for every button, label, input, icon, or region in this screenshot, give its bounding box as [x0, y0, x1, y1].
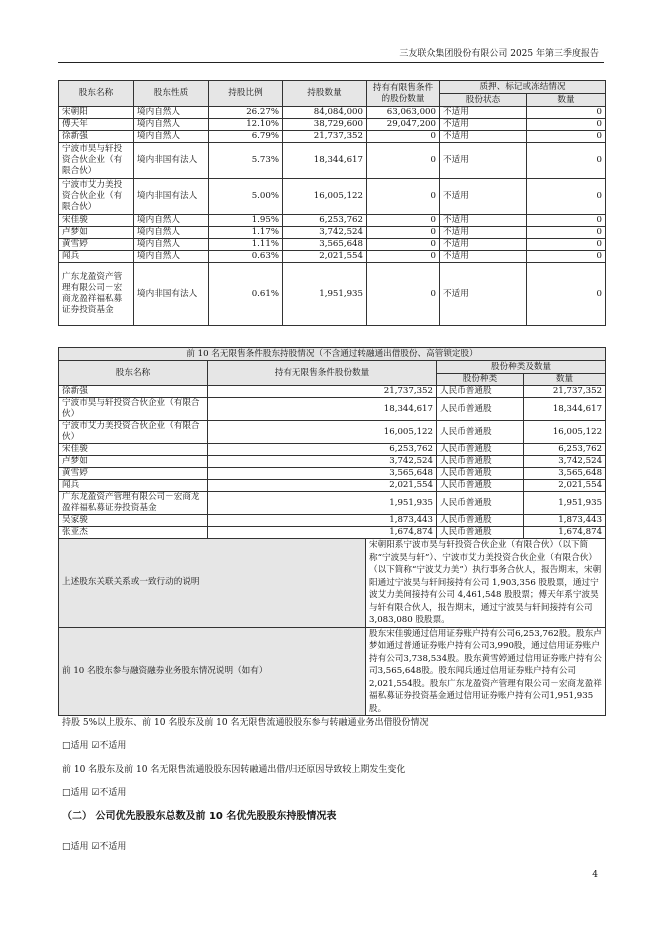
cell-name: 徐新强 [59, 131, 134, 143]
cell-name: 吴家骏 [59, 515, 208, 527]
cell-type: 人民币普通股 [437, 444, 524, 456]
cell-nature: 境内自然人 [134, 239, 209, 251]
cell-qty: 1,674,874 [208, 527, 437, 539]
cell-name: 广东龙盈资产管理有限公司－宏商龙盈祥福私募证券投资基金 [59, 492, 208, 515]
cell-ratio: 1.11% [209, 239, 283, 251]
cell-qty: 1,951,935 [283, 263, 367, 326]
cell-name: 宁波市艾力美投资合伙企业（有限合伙） [59, 179, 134, 215]
cell-tqty: 21,737,352 [524, 386, 606, 398]
cell-state: 不适用 [440, 107, 527, 119]
header2-kind: 股份种类及数量 [437, 361, 606, 374]
cell-nature: 境内非国有法人 [134, 263, 209, 326]
cell-name: 宋佳骏 [59, 215, 134, 227]
cell-name: 宁波市艾力美投资合伙企业（有限合伙） [59, 421, 208, 444]
table-row [59, 215, 606, 227]
cell-pqty: 0 [527, 239, 606, 251]
cell-restricted: 29,047,200 [367, 119, 440, 131]
margin-text: 股东宋佳骏通过信用证券账户持有公司6,253,762股。股东卢梦如通过普通证券账户持有公司3,990股，通过信用证券账户持有公司3,738,534股。股东黄雪婷通过信用证券账户持有公司3,565,648股。股东闻兵通过信用证券账户持有公司2,021,554股。股东广东龙盈资产管理有限公司－宏商龙盈祥福私募证券投资基金通过信用证券账户持有公司1,951,935股。 [366, 627, 606, 716]
cell-state: 不适用 [440, 143, 527, 179]
cell-nature: 境内非国有法人 [134, 179, 209, 215]
cell-state: 不适用 [440, 227, 527, 239]
cell-ratio: 0.61% [209, 263, 283, 326]
header2-qty: 持有无限售条件股份数量 [208, 361, 437, 386]
cell-restricted: 0 [367, 227, 440, 239]
unrestricted-title: 前 10 名无限售条件股东持股情况（不含通过转融通出借股份、高管锁定股） [59, 348, 606, 361]
cell-nature: 境内自然人 [134, 107, 209, 119]
relation-text: 宋朝阳系宁波市昊与轩投资合伙企业（有限合伙）（以下简称“宁波昊与轩”）、宁波市艾力美投资合伙企业（有限合伙）（以下简称“宁波艾力美”）执行事务合伙人，报告期末，宋朝阳通过宁波昊与轩间接持有公司 1,903,356 股股票，通过宁波艾力美间接持有公司 4,461,548 股股票；傅天年系宁波昊与轩有限合伙人，报告期末，通过宁波昊与轩间接持有公司 3,083,080 股股票。 [366, 539, 606, 628]
cell-qty: 3,742,524 [283, 227, 367, 239]
table-row [59, 131, 606, 143]
note-change: 前 10 名股东及前 10 名无限售流通股股东因转融通出借/归还原因导致较上期发生变化 [62, 765, 406, 775]
cell-restricted: 0 [367, 215, 440, 227]
cell-state: 不适用 [440, 131, 527, 143]
cell-tqty: 1,674,874 [524, 527, 606, 539]
cell-ratio: 5.00% [209, 179, 283, 215]
cell-type: 人民币普通股 [437, 398, 524, 421]
cell-state: 不适用 [440, 119, 527, 131]
cell-pqty: 0 [527, 107, 606, 119]
cell-qty: 3,565,648 [208, 468, 437, 480]
cell-state: 不适用 [440, 251, 527, 263]
cell-state: 不适用 [440, 179, 527, 215]
cell-qty: 16,005,122 [283, 179, 367, 215]
cell-pqty: 0 [527, 131, 606, 143]
cell-type: 人民币普通股 [437, 456, 524, 468]
cell-name: 宋朝阳 [59, 107, 134, 119]
cell-ratio: 26.27% [209, 107, 283, 119]
header-pledge-qty: 数量 [527, 94, 606, 107]
page-number: 4 [592, 869, 598, 880]
table-row [59, 515, 606, 527]
margin-label: 前 10 名股东参与融资融券业务股东情况说明（如有） [59, 627, 366, 716]
cell-pqty: 0 [527, 227, 606, 239]
cell-name: 宁波市昊与轩投资合伙企业（有限合伙） [59, 398, 208, 421]
cell-nature: 境内自然人 [134, 131, 209, 143]
cell-nature: 境内自然人 [134, 215, 209, 227]
cell-tqty: 1,951,935 [524, 492, 606, 515]
cell-type: 人民币普通股 [437, 492, 524, 515]
cell-nature: 境内自然人 [134, 119, 209, 131]
cell-pqty: 0 [527, 263, 606, 326]
cell-name: 闻兵 [59, 480, 208, 492]
header-ratio: 持股比例 [209, 81, 283, 107]
table-row [59, 227, 606, 239]
cell-qty: 84,084,000 [283, 107, 367, 119]
top10-unrestricted-table [58, 347, 606, 716]
cell-restricted: 0 [367, 143, 440, 179]
cell-qty: 18,344,617 [283, 143, 367, 179]
table-row [59, 527, 606, 539]
cell-state: 不适用 [440, 263, 527, 326]
cell-pqty: 0 [527, 251, 606, 263]
cell-name: 卢梦如 [59, 227, 134, 239]
cell-qty: 16,005,122 [208, 421, 437, 444]
cell-pqty: 0 [527, 143, 606, 179]
cell-qty: 38,729,600 [283, 119, 367, 131]
cell-qty: 21,737,352 [208, 386, 437, 398]
table-row [59, 421, 606, 444]
cell-ratio: 1.17% [209, 227, 283, 239]
table-row [59, 263, 606, 326]
header-name: 股东名称 [59, 81, 134, 107]
table-row [59, 492, 606, 515]
table-row [59, 251, 606, 263]
header-nature: 股东性质 [134, 81, 209, 107]
cell-qty: 2,021,554 [208, 480, 437, 492]
cell-ratio: 5.73% [209, 143, 283, 179]
table-row [59, 468, 606, 480]
cell-type: 人民币普通股 [437, 386, 524, 398]
cell-ratio: 12.10% [209, 119, 283, 131]
header-qty: 持股数量 [283, 81, 367, 107]
cell-nature: 境内非国有法人 [134, 143, 209, 179]
cell-type: 人民币普通股 [437, 468, 524, 480]
cell-tqty: 3,742,524 [524, 456, 606, 468]
cell-name: 张亚杰 [59, 527, 208, 539]
cell-restricted: 0 [367, 131, 440, 143]
table-row [59, 179, 606, 215]
cell-name: 傅天年 [59, 119, 134, 131]
cell-tqty: 16,005,122 [524, 421, 606, 444]
table-row [59, 386, 606, 398]
cell-name: 黄雪婷 [59, 468, 208, 480]
cell-name: 闻兵 [59, 251, 134, 263]
cell-ratio: 6.79% [209, 131, 283, 143]
table-row [59, 480, 606, 492]
cell-name: 徐新强 [59, 386, 208, 398]
cell-state: 不适用 [440, 239, 527, 251]
table-row [59, 239, 606, 251]
cell-qty: 3,742,524 [208, 456, 437, 468]
cell-type: 人民币普通股 [437, 527, 524, 539]
cell-qty: 1,873,443 [208, 515, 437, 527]
note-lending-option: □适用 ☑不适用 [62, 741, 127, 751]
cell-restricted: 0 [367, 263, 440, 326]
table-row [59, 456, 606, 468]
cell-qty: 6,253,762 [283, 215, 367, 227]
cell-qty: 6,253,762 [208, 444, 437, 456]
cell-name: 卢梦如 [59, 456, 208, 468]
header2-kind-qty: 数量 [524, 374, 606, 386]
cell-type: 人民币普通股 [437, 421, 524, 444]
cell-qty: 21,737,352 [283, 131, 367, 143]
table-row [59, 444, 606, 456]
cell-name: 广东龙盈资产管理有限公司－宏商龙盈祥福私募证券投资基金 [59, 263, 134, 326]
cell-name: 黄雪婷 [59, 239, 134, 251]
cell-tqty: 2,021,554 [524, 480, 606, 492]
cell-state: 不适用 [440, 215, 527, 227]
cell-tqty: 6,253,762 [524, 444, 606, 456]
table-row [59, 143, 606, 179]
cell-type: 人民币普通股 [437, 480, 524, 492]
cell-nature: 境内自然人 [134, 251, 209, 263]
cell-ratio: 0.63% [209, 251, 283, 263]
cell-pqty: 0 [527, 215, 606, 227]
cell-pqty: 0 [527, 179, 606, 215]
header-pledge-state: 股份状态 [440, 94, 527, 107]
cell-restricted: 0 [367, 179, 440, 215]
cell-tqty: 3,565,648 [524, 468, 606, 480]
header-rule [58, 62, 604, 63]
cell-type: 人民币普通股 [437, 515, 524, 527]
cell-qty: 3,565,648 [283, 239, 367, 251]
cell-restricted: 0 [367, 251, 440, 263]
header-restricted: 持有有限售条件的股份数量 [367, 81, 440, 107]
cell-pqty: 0 [527, 119, 606, 131]
cell-tqty: 1,873,443 [524, 515, 606, 527]
relation-label: 上述股东关联关系或一致行动的说明 [59, 539, 366, 628]
cell-qty: 2,021,554 [283, 251, 367, 263]
cell-restricted: 63,063,000 [367, 107, 440, 119]
table-row [59, 107, 606, 119]
cell-qty: 18,344,617 [208, 398, 437, 421]
cell-qty: 1,951,935 [208, 492, 437, 515]
header2-kind-type: 股份种类 [437, 374, 524, 386]
top10-shareholders-table [58, 80, 606, 326]
cell-tqty: 18,344,617 [524, 398, 606, 421]
header2-name: 股东名称 [59, 361, 208, 386]
section-title: （二） 公司优先股股东总数及前 10 名优先股股东持股情况表 [62, 811, 337, 822]
note-lending: 持股 5%以上股东、前 10 名股东及前 10 名无限售流通股股东参与转融通业务出借股份情况 [62, 718, 429, 728]
table-row [59, 119, 606, 131]
table-row [59, 398, 606, 421]
cell-name: 宋佳骏 [59, 444, 208, 456]
cell-ratio: 1.95% [209, 215, 283, 227]
section-option: □适用 ☑不适用 [62, 842, 127, 852]
cell-restricted: 0 [367, 239, 440, 251]
cell-nature: 境内自然人 [134, 227, 209, 239]
note-change-option: □适用 ☑不适用 [62, 788, 127, 798]
header-pledge: 质押、标记或冻结情况 [440, 81, 606, 94]
page-header: 三友联众集团股份有限公司 2025 年第三季度报告 [399, 49, 599, 59]
cell-name: 宁波市昊与轩投资合伙企业（有限合伙） [59, 143, 134, 179]
